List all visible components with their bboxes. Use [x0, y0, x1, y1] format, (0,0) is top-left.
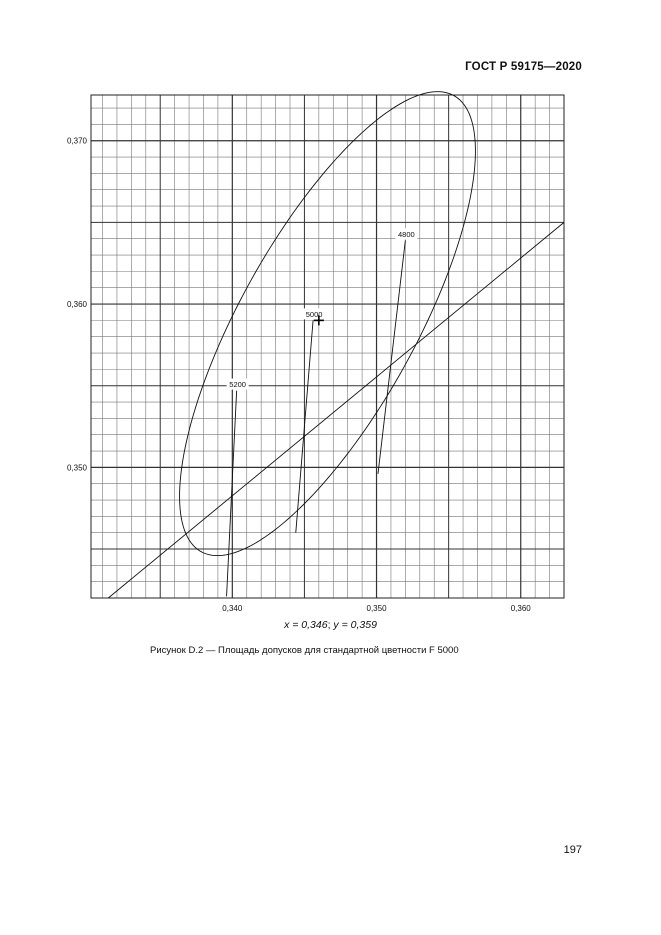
target-coordinates-caption: x = 0,346; y = 0,359	[284, 619, 377, 631]
isotemperature-line-4800	[378, 240, 405, 474]
target-y-caption: y = 0,359	[333, 619, 377, 631]
tick-labels	[67, 137, 531, 613]
planckian-locus-line	[108, 222, 564, 598]
isotemperature-label-5200: 5200	[229, 380, 246, 390]
y-tick-label: 0,360	[66, 300, 87, 310]
target-x-caption: x = 0,346	[284, 619, 328, 631]
grid-minor-lines	[91, 95, 564, 598]
figure-caption: Рисунок D.2 — Площадь допусков для стандартной цветности F 5000	[150, 645, 459, 656]
chart-series	[108, 92, 564, 598]
tolerance-ellipse	[180, 92, 476, 556]
isotemperature-label-5000: 5000	[305, 309, 323, 319]
y-tick-label: 0,370	[66, 136, 87, 146]
isotemperature-label-4800: 4800	[398, 229, 415, 239]
plot-frame	[91, 95, 564, 598]
page-number: 197	[563, 844, 582, 856]
x-tick-label: 0,350	[366, 604, 387, 613]
y-tick-label: 0,350	[66, 463, 87, 473]
x-tick-label: 0,340	[222, 604, 243, 613]
grid-major-lines	[91, 95, 564, 598]
x-tick-label: 0,360	[510, 604, 531, 613]
document-standard-header: ГОСТ Р 59175—2020	[465, 61, 582, 73]
